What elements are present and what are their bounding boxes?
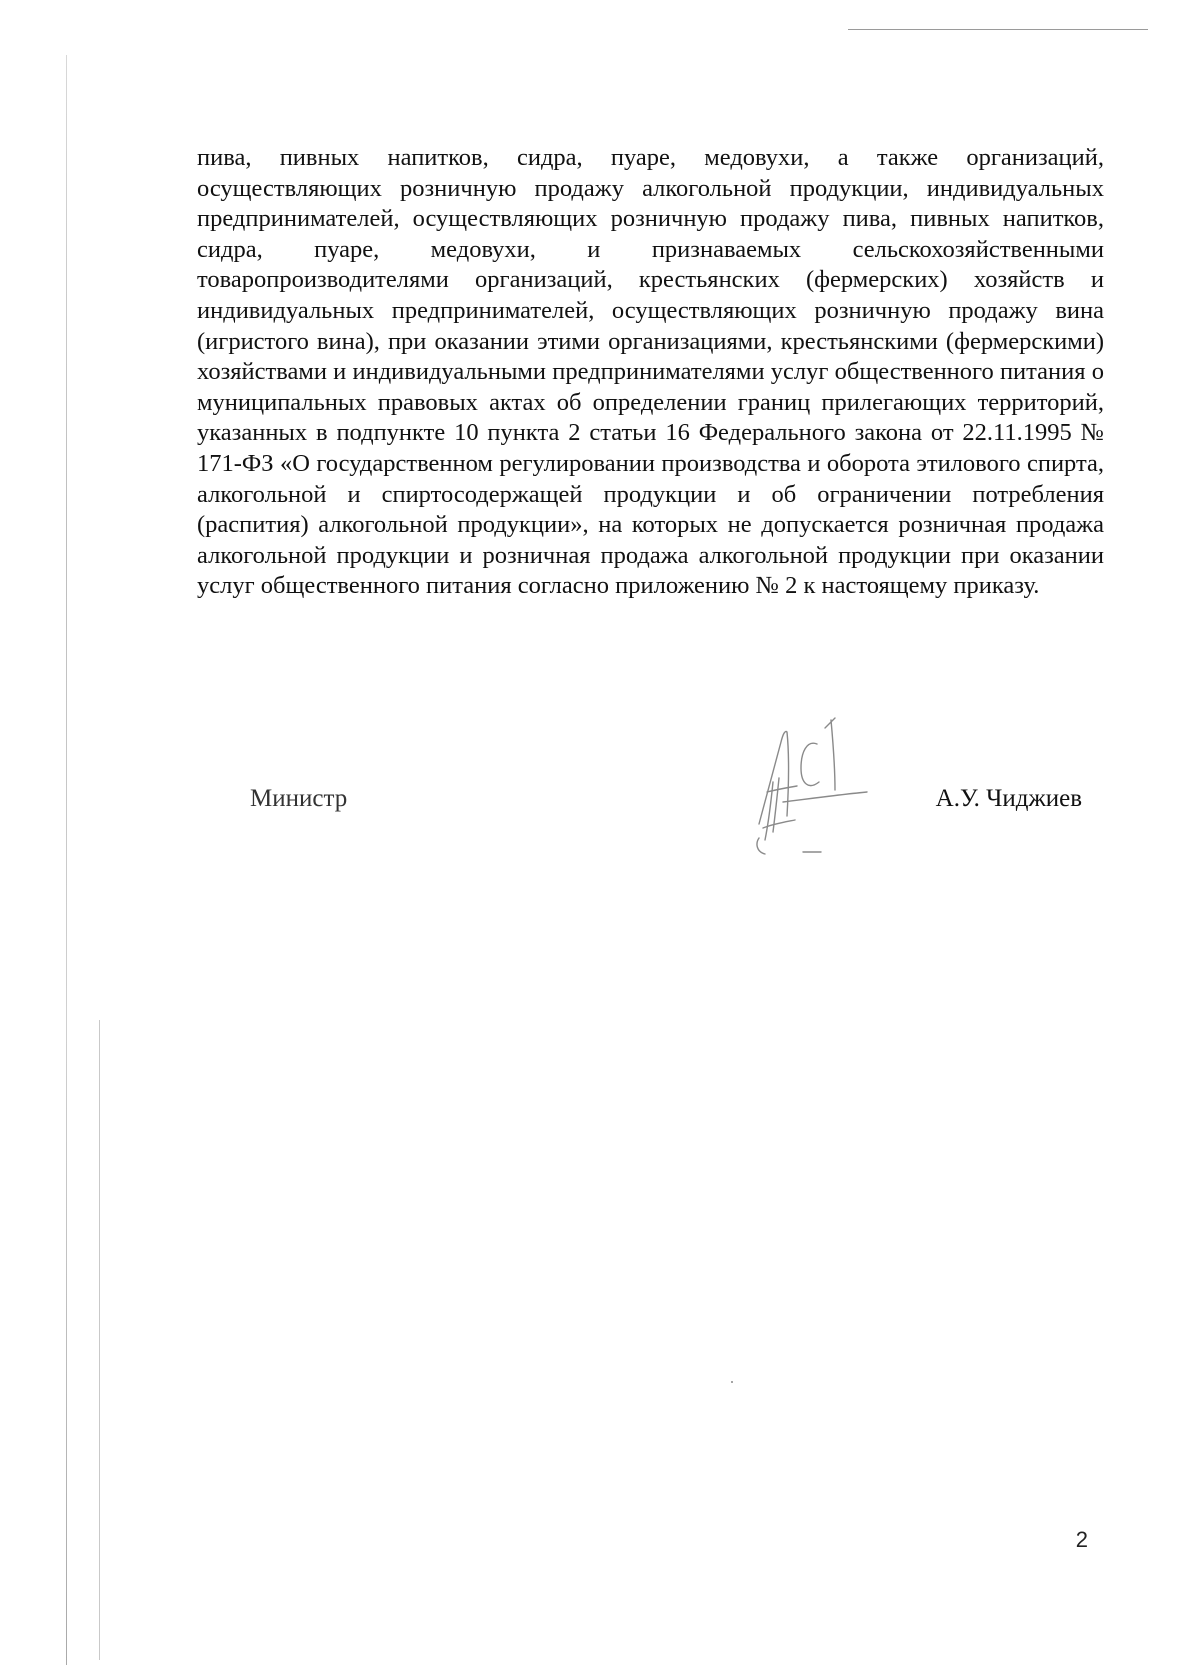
handwritten-signature-icon [745, 712, 875, 857]
signature-block [0, 785, 1200, 835]
signatory-title: Министр [250, 785, 348, 812]
page-number: 2 [1075, 1527, 1088, 1552]
body-paragraph: пива, пивных напитков, сидра, пуаре, медовухи, а также организаций, осуществляющих розничную продажу алкогольной продукции, индивидуальных предпринимателей, осуществляющих розничную продажу пива, пивных напитков, сидра, пуаре, медовухи, и признаваемых сельскохозяйственными товаропроизводителями организаций, крестьянских (фермерских) хозяйств и индивидуальных предпринимателей, осуществляющих розничную продажу вина (игристого вина), при оказании этими организациями, крестьянскими (фермерскими) хозяйствами и индивидуальными предпринимателями услуг общественного питания о муниципальных правовых актах об определении границ прилегающих территорий, указанных в подпункте 10 пункта 2 статьи 16 Федерального закона от 22.11.1995 № 171-ФЗ «О государственном регулировании производства и оборота этилового спирта, алкогольной и спиртосодержащей продукции и об ограничении потребления (распития) алкогольной продукции», на которых не допускается розничная продажа алкогольной продукции и розничная продажа алкогольной продукции при оказании услуг общественного питания согласно приложению № 2 к настоящему приказу. [197, 144, 1104, 600]
scan-speck [731, 1381, 733, 1383]
scan-edge-left-line [66, 55, 67, 1665]
scan-edge-left-line-secondary [99, 1020, 100, 1660]
signatory-name: А.У. Чиджиев [935, 785, 1082, 812]
scan-edge-top-line [848, 29, 1148, 30]
